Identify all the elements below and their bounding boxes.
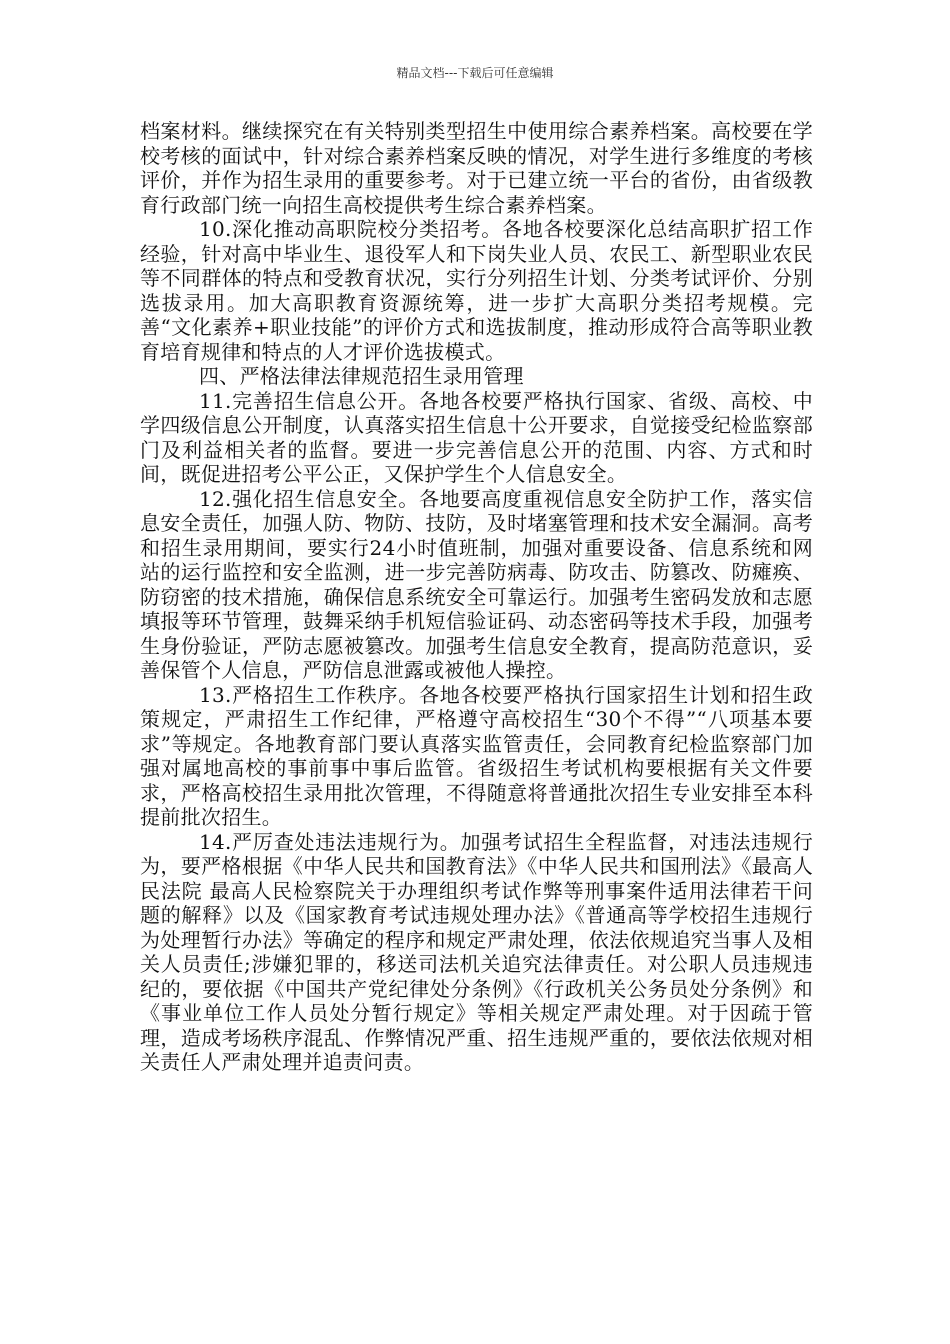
section-heading-4: 四、严格法律法律规范招生录用管理 [199,364,524,388]
document-body [140,119,813,1075]
paragraph-item-11: 11.完善招生信息公开。各地各校要严格执行国家、省级、高校、中学四级信息公开制度，认真落实招生信息十公开要求，自觉接受纪检监察部门及利益相关者的监督。要进一步完善信息公开的范围、内容、方式和时间，既促进招考公平公正，又保护学生个人信息安全。 [140,388,813,486]
paragraph-item-13: 13.严格招生工作秩序。各地各校要严格执行国家招生计划和招生政策规定，严肃招生工作纪律，严格遵守高校招生“30个不得”“八项基本要求”等规定。各地教育部门要认真落实监管责任，会同教育纪检监察部门加强对属地高校的事前事中事后监管。省级招生考试机构要根据有关文件要求，严格高校招生录用批次管理，不得随意将普通批次招生专业安排至本科提前批次招生。 [140,682,813,829]
paragraph-archive-materials: 档案材料。继续探究在有关特别类型招生中使用综合素养档案。高校要在学校考核的面试中，针对综合素养档案反映的情况，对学生进行多维度的考核评价，并作为招生录用的重要参考。对于已建立统一平台的省份，由省级教育行政部门统一向招生高校提供考生综合素养档案。 [140,119,813,217]
paragraph-item-10: 10.深化推动高职院校分类招考。各地各校要深化总结高职扩招工作经验，针对高中毕业生、退役军人和下岗失业人员、农民工、新型职业农民等不同群体的特点和受教育状况，实行分列招生计划、分类考试评价、分别选拔录用。加大高职教育资源统筹，进一步扩大高职分类招考规模。完善“文化素养+职业技能”的评价方式和选拔制度，推动形成符合高等职业教育培育规律和特点的人才评价选拔模式。 [140,217,813,364]
paragraph-item-12: 12.强化招生信息安全。各地要高度重视信息安全防护工作，落实信息安全责任，加强人防、物防、技防，及时堵塞管理和技术安全漏洞。高考和招生录用期间，要实行24小时值班制，加强对重要设备、信息系统和网站的运行监控和安全监测，进一步完善防病毒、防攻击、防篡改、防瘫痪、防窃密的技术措施，确保信息系统安全可靠运行。加强考生密码发放和志愿填报等环节管理，鼓舞采纳手机短信验证码、动态密码等技术手段，加强考生身份验证，严防志愿被篡改。加强考生信息安全教育，提高防范意识，妥善保管个人信息，严防信息泄露或被他人操控。 [140,486,813,682]
paragraph-item-14: 14.严厉查处违法违规行为。加强考试招生全程监督，对违法违规行为，要严格根据《中华人民共和国教育法》《中华人民共和国刑法》《最高人民法院 最高人民检察院关于办理组织考试作弊等刑事案件适用法律若干问题的解释》以及《国家教育考试违规处理办法》《普通高等学校招生违规行为处理暂行办法》等确定的程序和规定严肃处理，依法依规追究当事人及相关人员责任;涉嫌犯罪的，移送司法机关追究法律责任。对公职人员违规违纪的，要依据《中国共产党纪律处分条例》《行政机关公务员处分条例》和《事业单位工作人员处分暂行规定》等相关规定严肃处理。对于因疏于管理，造成考场秩序混乱、作弊情况严重、招生违规严重的，要依法依规对相关责任人严肃处理并追责问责。 [140,829,813,1074]
page-header: 精品文档---下载后可任意编辑 [396,66,554,80]
